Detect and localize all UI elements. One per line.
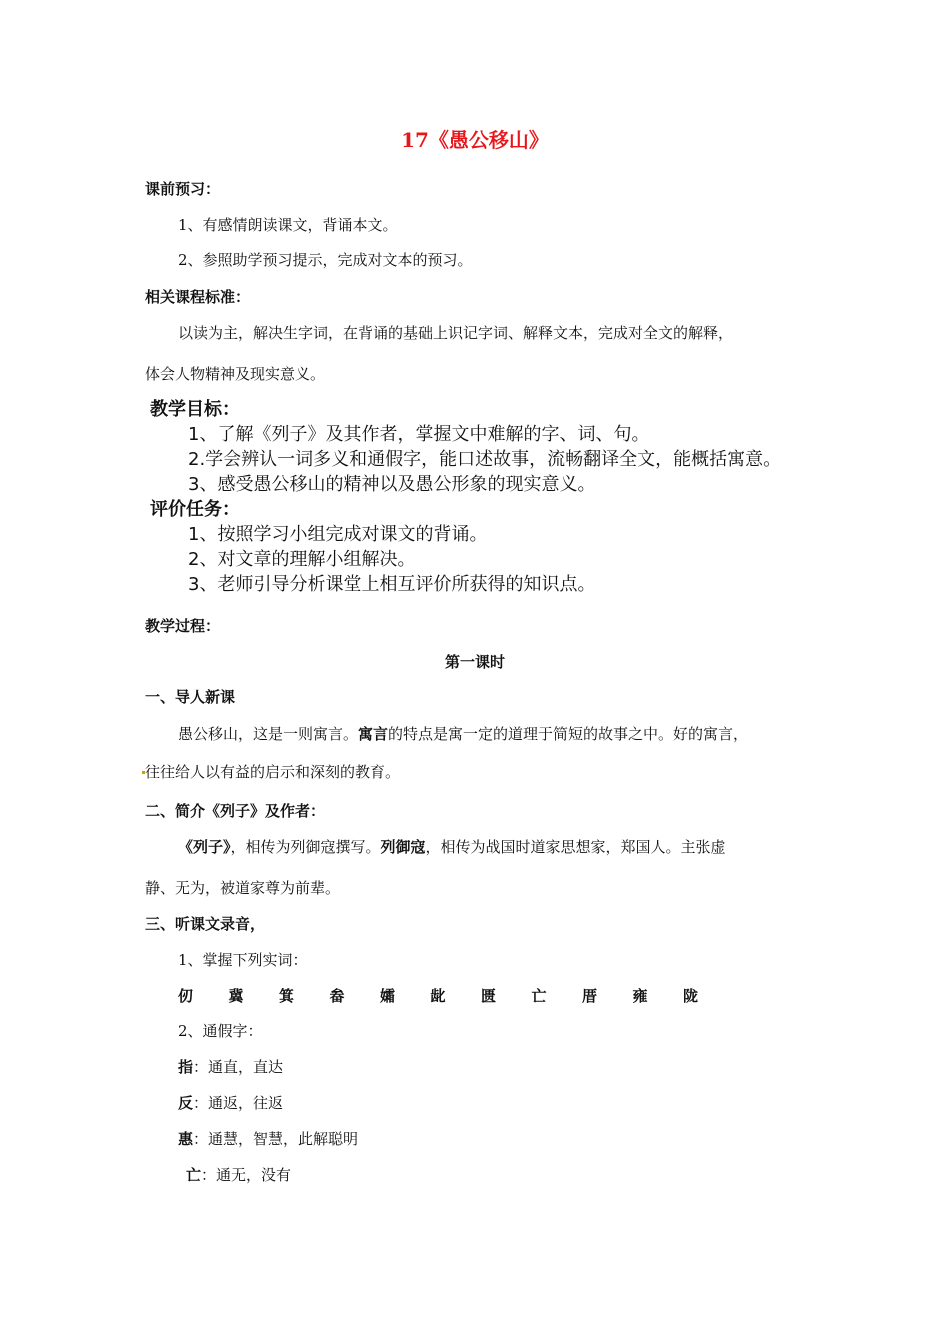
- word-item: 畚: [329, 987, 345, 1005]
- section1-text-a: 愚公移山，这是一则寓言。: [178, 725, 359, 743]
- word-item: 孀: [380, 987, 396, 1005]
- section3-sub-1: 1、掌握下列实词：: [178, 951, 308, 969]
- standards-line-1: 以读为主，解决生字词，在背诵的基础上识记字词、解释文本，完成对全文的解释，: [178, 324, 734, 342]
- section3-sub-2: 2、通假字：: [178, 1022, 263, 1040]
- process-heading: 教学过程：: [145, 617, 221, 635]
- standards-heading: 相关课程标准：: [145, 288, 251, 306]
- section1-line-1: [178, 723, 748, 744]
- goals-item-1: 1、了解《列子》及其作者，掌握文中难解的字、词、句。: [188, 424, 650, 445]
- tongjia-note: ：通返，往返: [193, 1094, 284, 1112]
- tongjia-row: [178, 1056, 283, 1077]
- word-list: [178, 985, 734, 1006]
- word-item: 匮: [481, 987, 497, 1005]
- goals-item-3: 3、感受愚公移山的精神以及愚公形象的现实意义。: [188, 474, 596, 495]
- word-item: 仞: [178, 987, 194, 1005]
- author-name: 列御寇: [380, 838, 426, 856]
- section1-heading: 一、导人新课: [145, 688, 236, 706]
- word-item: 陇: [683, 987, 699, 1005]
- preview-item-1: 1、有感情朗读课文，背诵本文。: [178, 216, 398, 234]
- word-item: 冀: [228, 987, 244, 1005]
- tongjia-char: 指: [178, 1058, 194, 1076]
- goals-item-2: 2.学会辨认一词多义和通假字，能口述故事，流畅翻译全文，能概括寓意。: [188, 449, 782, 470]
- tongjia-char: 亡: [186, 1166, 202, 1184]
- tongjia-note: ：通无，没有: [201, 1166, 292, 1184]
- word-item: 龀: [430, 987, 446, 1005]
- tongjia-note: ：通直，直达: [193, 1058, 284, 1076]
- word-item: 厝: [582, 987, 598, 1005]
- section2-line-1: [178, 836, 726, 857]
- section2-line-2: 静、无为，被道家尊为前辈。: [145, 879, 341, 897]
- tasks-item-3: 3、老师引导分析课堂上相互评价所获得的知识点。: [188, 574, 596, 595]
- tongjia-char: 反: [178, 1094, 194, 1112]
- lesson-label: 第一课时: [444, 653, 505, 671]
- goals-heading: 教学目标：: [150, 399, 240, 420]
- tongjia-char: 惠: [178, 1130, 194, 1148]
- book-title: 《列子》: [178, 838, 231, 856]
- section1-text-c: 的特点是寓一定的道理于简短的故事之中。好的寓言，: [388, 725, 749, 743]
- word-item: 亡: [531, 987, 547, 1005]
- tongjia-row: [178, 1092, 283, 1113]
- tongjia-row: [186, 1164, 291, 1185]
- section3-heading: 三、听课文录音，: [145, 915, 266, 933]
- word-item: 雍: [632, 987, 648, 1005]
- page-title: 17《愚公移山》: [401, 128, 549, 152]
- section1-keyword: 寓言: [358, 725, 389, 743]
- tongjia-note: ：通慧，智慧，此解聪明: [193, 1130, 359, 1148]
- tasks-item-2: 2、对文章的理解小组解决。: [188, 549, 416, 570]
- section2-text-d: ，相传为战国时道家思想家，郑国人。主张虚: [425, 838, 726, 856]
- preview-item-2: 2、参照助学预习提示，完成对文本的预习。: [178, 251, 473, 269]
- tongjia-row: [178, 1128, 358, 1149]
- section1-line-2: 往往给人以有益的启示和深刻的教育。: [145, 763, 401, 781]
- tasks-heading: 评价任务：: [150, 499, 240, 520]
- standards-line-2: 体会人物精神及现实意义。: [145, 365, 326, 383]
- tasks-item-1: 1、按照学习小组完成对课文的背诵。: [188, 524, 488, 545]
- section2-heading: 二、简介《列子》及作者：: [145, 802, 326, 820]
- preview-heading: 课前预习：: [145, 180, 221, 198]
- word-item: 箕: [279, 987, 295, 1005]
- section2-text-b: ，相传为列御寇撰写。: [230, 838, 381, 856]
